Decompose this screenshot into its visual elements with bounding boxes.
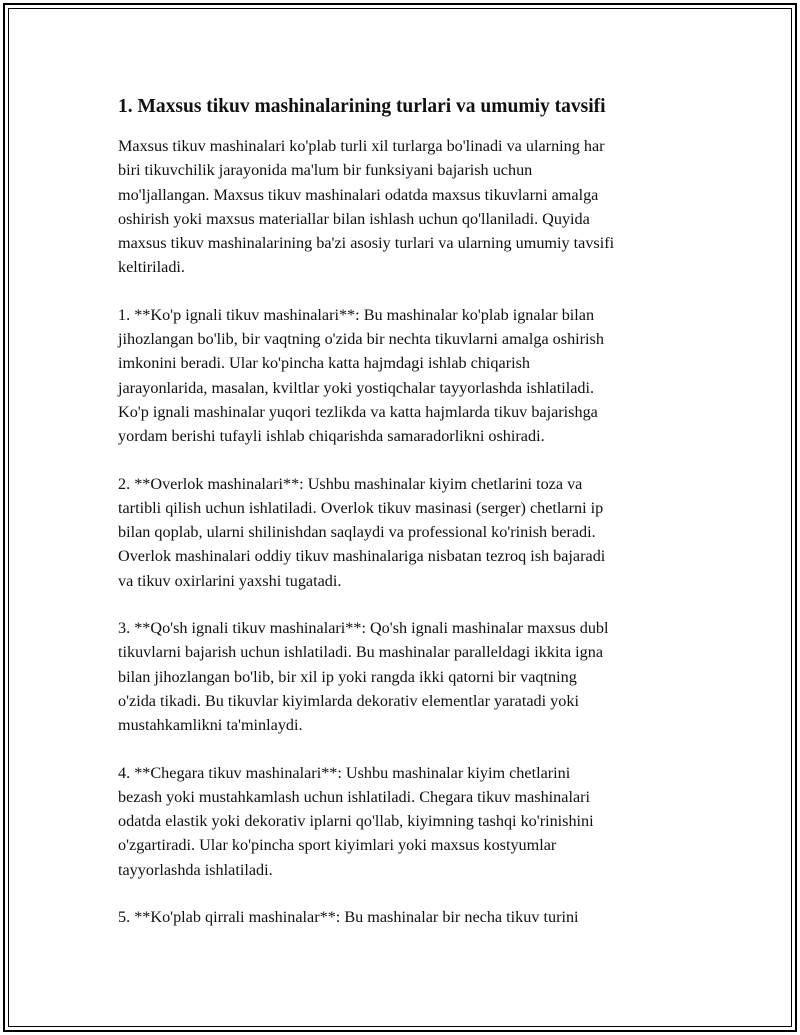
text-line: yordam berishi tufayli ishlab chiqarishda samaradorlikni oshiradi. <box>118 427 545 446</box>
paragraph <box>118 905 684 929</box>
text-line: jihozlangan bo'lib, bir vaqtning o'zida bir nechta tikuvlarni amalga oshirish <box>118 330 604 349</box>
text-line: bilan qoplab, ularni shilinishdan saqlaydi va professional ko'rinish beradi. <box>118 523 596 542</box>
text-line: o'zgartiradi. Ular ko'pincha sport kiyimlari yoki maxsus kostyumlar <box>118 836 557 855</box>
text-line: biri tikuvchilik jarayonida ma'lum bir funksiyani bajarish uchun <box>118 161 533 180</box>
document-title: 1. Maxsus tikuv mashinalarining turlari va umumiy tavsifi <box>118 96 606 117</box>
text-line: tartibli qilish uchun ishlatiladi. Overlok tikuv masinasi (serger) chetlarni ip <box>118 498 604 517</box>
text-line: 4. **Chegara tikuv mashinalari**: Ushbu mashinalar kiyim chetlarini <box>118 763 571 782</box>
text-line: mo'ljallangan. Maxsus tikuv mashinalari odatda maxsus tikuvlarni amalga <box>118 185 599 204</box>
text-line: jarayonlarida, masalan, kviltlar yoki yostiqchalar tayyorlashda ishlatiladi. <box>118 378 595 397</box>
paragraph <box>118 761 684 882</box>
text-line: Ko'p ignali mashinalar yuqori tezlikda va katta hajmlarda tikuv bajarishga <box>118 402 598 421</box>
text-line: 5. **Ko'plab qirrali mashinalar**: Bu mashinalar bir necha tikuv turini <box>118 908 579 927</box>
text-line: maxsus tikuv mashinalarining ba'zi asosiy turlari va ularning umumiy tavsifi <box>118 234 615 253</box>
text-line: bilan jihozlangan bo'lib, bir xil ip yoki rangda ikki qatorni bir vaqtning <box>118 667 577 686</box>
text-line: Maxsus tikuv mashinalari ko'plab turli xil turlarga bo'linadi va ularning har <box>118 137 605 155</box>
text-line: Overlok mashinalari oddiy tikuv mashinalariga nisbatan tezroq ish bajaradi <box>118 547 606 566</box>
paragraph <box>118 134 684 280</box>
text-line: keltiriladi. <box>118 258 185 277</box>
text-line: mustahkamlikni ta'minlaydi. <box>118 716 303 735</box>
paragraph-list <box>118 134 684 929</box>
text-line: bezash yoki mustahkamlash uchun ishlatiladi. Chegara tikuv mashinalari <box>118 787 591 806</box>
text-line: tikuvlarni bajarish uchun ishlatiladi. Bu mashinalar paralleldagi ikkita igna <box>118 643 604 662</box>
document-body <box>118 94 684 952</box>
text-line: tayyorlashda ishlatiladi. <box>118 860 273 879</box>
text-line: imkonini beradi. Ular ko'pincha katta hajmdagi ishlab chiqarish <box>118 354 530 373</box>
text-line: oshirish yoki maxsus materiallar bilan ishlash uchun qo'llaniladi. Quyida <box>118 209 590 228</box>
paragraph <box>118 616 684 737</box>
text-line: 1. **Ko'p ignali tikuv mashinalari**: Bu mashinalar ko'plab ignalar bilan <box>118 305 595 324</box>
text-line: 2. **Overlok mashinalari**: Ushbu mashinalar kiyim chetlarini toza va <box>118 474 583 493</box>
text-line: 3. **Qo'sh ignali tikuv mashinalari**: Qo'sh ignali mashinalar maxsus dubl <box>118 619 609 638</box>
paragraph <box>118 303 684 449</box>
text-line: odatda elastik yoki dekorativ iplarni qo'llab, kiyimning tashqi ko'rinishini <box>118 812 594 831</box>
paragraph <box>118 472 684 593</box>
text-line: o'zida tikadi. Bu tikuvlar kiyimlarda dekorativ elementlar yaratadi yoki <box>118 691 579 710</box>
text-line: va tikuv oxirlarini yaxshi tugatadi. <box>118 571 342 590</box>
